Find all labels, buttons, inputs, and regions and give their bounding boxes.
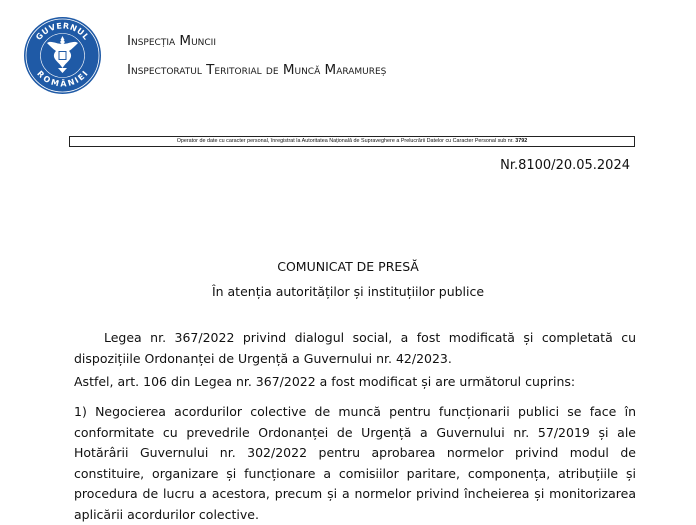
- seal-text-top: GUVERNUL: [34, 21, 91, 42]
- operator-number: 3792: [515, 138, 528, 144]
- government-seal-logo: [23, 16, 102, 95]
- operator-notice-text: Operator de date cu caracter personal, înregistrat la Autoritatea Națională de Supraveghere a Prelucrării Datelor cu Caracter Personal sub nr.: [176, 138, 514, 144]
- institution-name: Inspecția Muncii: [127, 33, 216, 49]
- registration-number: Nr.8100/20.05.2024: [500, 158, 630, 173]
- guvernul-romaniei-seal-icon: [23, 16, 102, 95]
- seal-text-bottom: ROMÂNIEI: [35, 69, 91, 89]
- paragraph: Legea nr. 367/2022 privind dialogul social, a fost modificată și completată cu dispozițiile Ordonanței de Urgență a Guvernului nr. 42/2023.: [74, 330, 636, 366]
- press-release-title: COMUNICAT DE PRESĂ: [277, 259, 419, 274]
- press-release-subtitle: În atenția autorităților și instituțiilor publice: [211, 284, 485, 299]
- paragraph: 1) Negocierea acordurilor colective de muncă pentru funcționarii publici se face în conformitate cu prevedrile Ordonanței de Urgență a Guvernului nr. 57/2019 și ale Hotărârii Guvernului nr. 302/2022 pentru aprobarea normelor privind modul de constituire, organizare și funcționare a comisiilor paritare, componența, atribuțiile și procedura de lucru a acestora, precum și a normelor privind încheierea și monitorizarea aplicării acordurilor colective.: [74, 404, 636, 522]
- paragraph: Astfel, art. 106 din Legea nr. 367/2022 a fost modificat și are următorul cuprins:: [74, 374, 576, 389]
- data-operator-notice: [69, 136, 635, 147]
- inspectorate-name: Inspectoratul Teritorial de Muncă Maramureș: [127, 62, 387, 78]
